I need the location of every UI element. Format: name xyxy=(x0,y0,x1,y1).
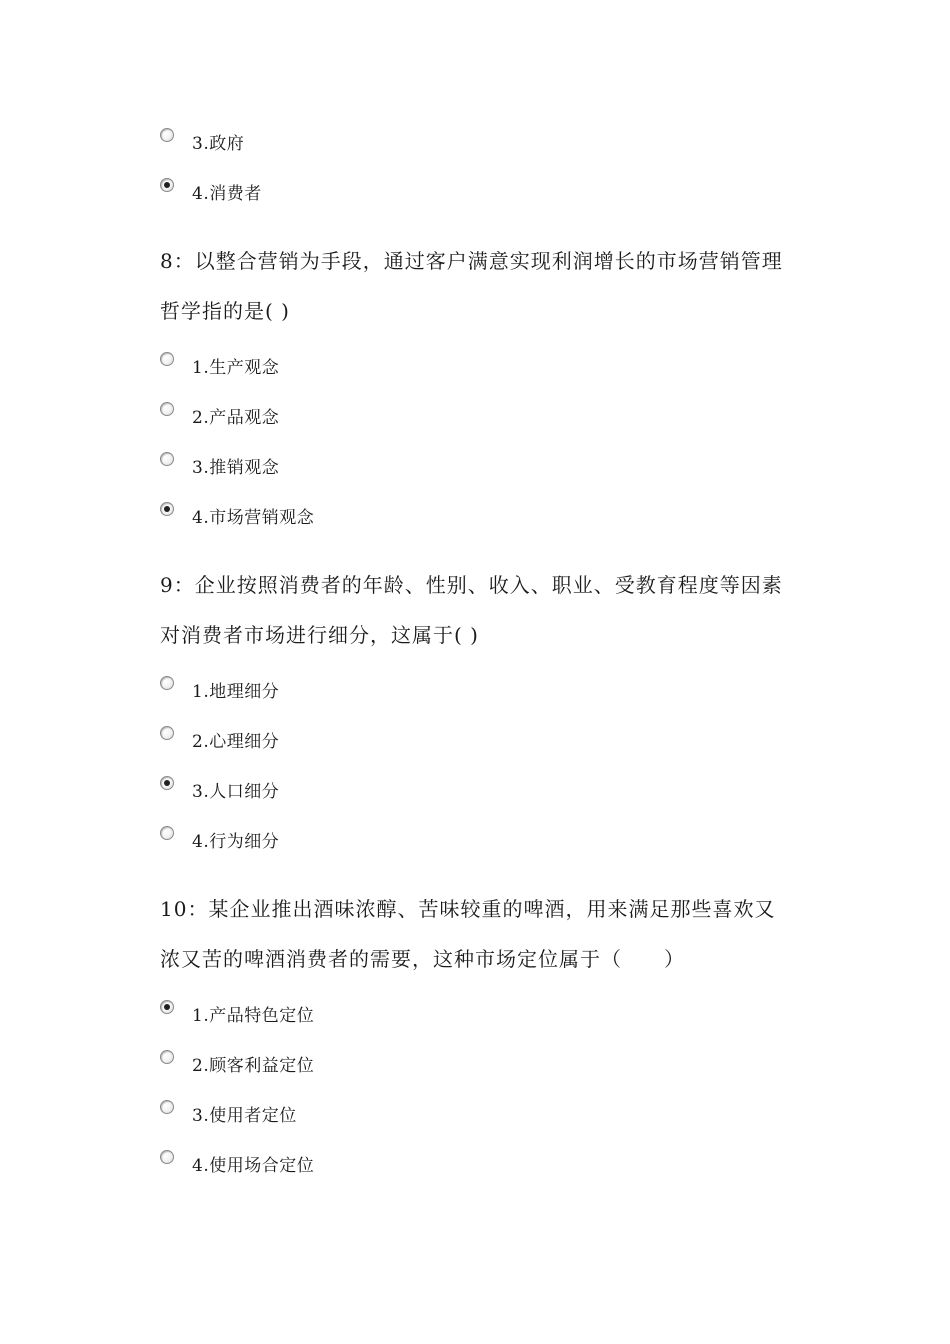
q8-option-2-radio[interactable] xyxy=(160,402,174,416)
q9-stem xyxy=(160,560,810,660)
q10-option-3[interactable] xyxy=(160,1100,760,1128)
q9-option-2-radio[interactable] xyxy=(160,726,174,740)
q9-option-1-label: 1.地理细分 xyxy=(192,682,280,702)
q7-option-4-label: 4.消费者 xyxy=(192,184,262,204)
q9-option-2[interactable] xyxy=(160,726,760,754)
q8-stem-line-1: 8：以整合营销为手段，通过客户满意实现利润增长的市场营销管理 xyxy=(160,249,783,273)
q9-option-4[interactable] xyxy=(160,826,760,854)
q7-option-3[interactable] xyxy=(160,128,760,156)
q9-option-1-radio[interactable] xyxy=(160,676,174,690)
q8-option-1[interactable] xyxy=(160,352,760,380)
q10-option-2-label: 2.顾客利益定位 xyxy=(192,1056,315,1076)
q10-option-3-radio[interactable] xyxy=(160,1100,174,1114)
q8-option-3-label: 3.推销观念 xyxy=(192,458,280,478)
q10-stem xyxy=(160,884,810,984)
q10-option-1[interactable] xyxy=(160,1000,760,1028)
q8-stem xyxy=(160,236,810,336)
q8-option-3-radio[interactable] xyxy=(160,452,174,466)
q8-option-2[interactable] xyxy=(160,402,760,430)
q10-option-2[interactable] xyxy=(160,1050,760,1078)
q10-option-4-label: 4.使用场合定位 xyxy=(192,1156,315,1176)
q10-option-4[interactable] xyxy=(160,1150,760,1178)
q7-option-4-radio[interactable] xyxy=(160,178,174,192)
q10-option-4-radio[interactable] xyxy=(160,1150,174,1164)
q8-option-1-radio[interactable] xyxy=(160,352,174,366)
q7-option-4[interactable] xyxy=(160,178,760,206)
q9-option-1[interactable] xyxy=(160,676,760,704)
q8-option-3[interactable] xyxy=(160,452,760,480)
q10-option-2-radio[interactable] xyxy=(160,1050,174,1064)
q7-option-3-label: 3.政府 xyxy=(192,134,245,154)
q7-option-3-radio[interactable] xyxy=(160,128,174,142)
q8-option-4[interactable] xyxy=(160,502,760,530)
q10-stem-line-1: 10：某企业推出酒味浓醇、苦味较重的啤酒，用来满足那些喜欢又 xyxy=(160,897,776,921)
q9-option-3-label: 3.人口细分 xyxy=(192,782,280,802)
q9-option-4-label: 4.行为细分 xyxy=(192,832,280,852)
q10-stem-line-2: 浓又苦的啤酒消费者的需要，这种市场定位属于（ ） xyxy=(160,947,685,971)
q9-option-2-label: 2.心理细分 xyxy=(192,732,280,752)
q10-option-1-label: 1.产品特色定位 xyxy=(192,1006,315,1026)
q10-option-3-label: 3.使用者定位 xyxy=(192,1106,297,1126)
q8-option-2-label: 2.产品观念 xyxy=(192,408,280,428)
q9-stem-line-1: 9：企业按照消费者的年龄、性别、收入、职业、受教育程度等因素 xyxy=(160,573,783,597)
q9-stem-line-2: 对消费者市场进行细分，这属于( ) xyxy=(160,623,479,647)
q9-option-3[interactable] xyxy=(160,776,760,804)
q10-option-1-radio[interactable] xyxy=(160,1000,174,1014)
q8-option-4-label: 4.市场营销观念 xyxy=(192,508,315,528)
q8-option-4-radio[interactable] xyxy=(160,502,174,516)
q8-stem-line-2: 哲学指的是( ) xyxy=(160,299,290,323)
q8-option-1-label: 1.生产观念 xyxy=(192,358,280,378)
q9-option-4-radio[interactable] xyxy=(160,826,174,840)
q9-option-3-radio[interactable] xyxy=(160,776,174,790)
